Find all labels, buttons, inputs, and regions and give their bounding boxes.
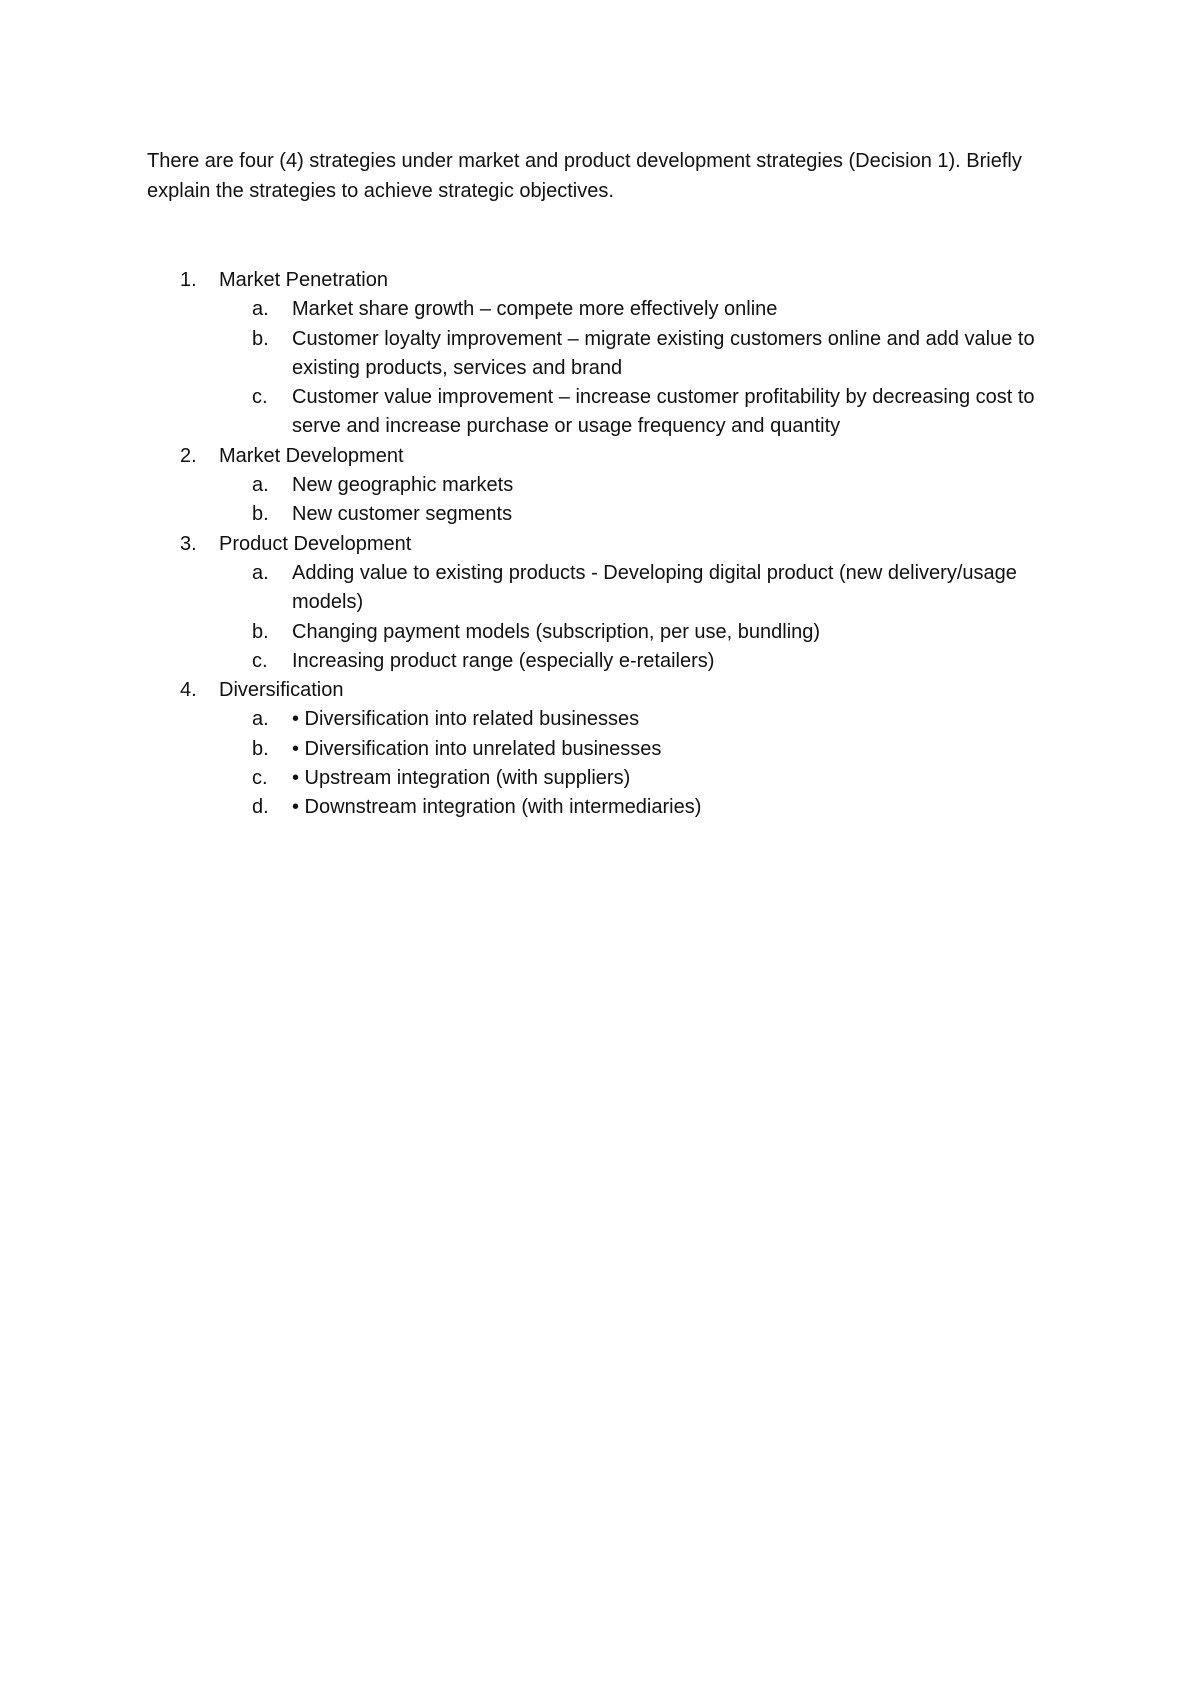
strategy-item-market-penetration (147, 266, 1077, 442)
sub-item-text: • Downstream integration (with intermediaries) (292, 796, 702, 819)
sub-item-text: Increasing product range (especially e-retailers) (292, 649, 715, 672)
question-text: There are four (4) strategies under market and product development strategies (Decision 1). Briefly explain the strategies to achieve strategic objectives. (147, 150, 1022, 202)
sub-item-letter: b. (252, 503, 269, 526)
sub-item (219, 735, 1077, 764)
strategy-list (147, 266, 1077, 823)
sub-item-letter: a. (252, 298, 269, 321)
strategy-title: Market Penetration (219, 269, 388, 291)
sub-item (219, 647, 1077, 676)
strategy-number: 2. (180, 444, 197, 467)
sub-item-text: • Diversification into related businesses (292, 708, 640, 731)
sub-item-text: • Diversification into unrelated businesses (292, 737, 662, 760)
sub-list (219, 559, 1077, 676)
sub-list (219, 295, 1077, 441)
sub-item (219, 383, 1077, 442)
sub-item (219, 325, 1077, 384)
strategy-number: 1. (180, 269, 197, 291)
sub-item-text: Changing payment models (subscription, per use, bundling) (292, 620, 821, 643)
sub-item-letter: a. (252, 474, 269, 497)
sub-item (219, 295, 1077, 324)
strategy-item-market-development (147, 442, 1077, 530)
strategy-number: 4. (180, 679, 197, 702)
sub-list (219, 705, 1077, 822)
strategy-number: 3. (180, 532, 197, 555)
sub-item-text: Market share growth – compete more effectively online (292, 298, 778, 321)
sub-item-text: Customer value improvement – increase customer profitability by decreasing cost to serve and increase purchase or usage frequency and quantity (292, 386, 1035, 438)
sub-item (219, 793, 1077, 822)
sub-item (219, 618, 1077, 647)
sub-item-letter: c. (252, 649, 268, 672)
sub-list (219, 471, 1077, 530)
sub-item-text: • Upstream integration (with suppliers) (292, 767, 631, 790)
strategy-title: Market Development (219, 444, 404, 467)
strategy-item-diversification (147, 676, 1077, 822)
sub-item (219, 471, 1077, 500)
sub-item (219, 705, 1077, 734)
sub-item (219, 500, 1077, 529)
sub-item-text: New geographic markets (292, 474, 514, 497)
sub-item (219, 559, 1077, 618)
sub-item-letter: b. (252, 620, 269, 643)
strategy-title: Product Development (219, 532, 412, 555)
sub-item-letter: a. (252, 708, 269, 731)
sub-item-letter: c. (252, 767, 268, 790)
sub-item-letter: b. (252, 737, 269, 760)
sub-item-text: New customer segments (292, 503, 513, 526)
sub-item (219, 764, 1077, 793)
sub-item-letter: a. (252, 561, 269, 584)
strategy-item-product-development (147, 530, 1077, 676)
sub-item-text: Adding value to existing products - Developing digital product (new delivery/usage models) (292, 561, 1017, 614)
sub-item-letter: d. (252, 796, 269, 819)
strategy-title: Diversification (219, 679, 344, 702)
sub-item-text: Customer loyalty improvement – migrate existing customers online and add value to existing products, services and brand (292, 327, 1035, 379)
sub-item-letter: c. (252, 386, 268, 409)
sub-item-letter: b. (252, 327, 269, 350)
